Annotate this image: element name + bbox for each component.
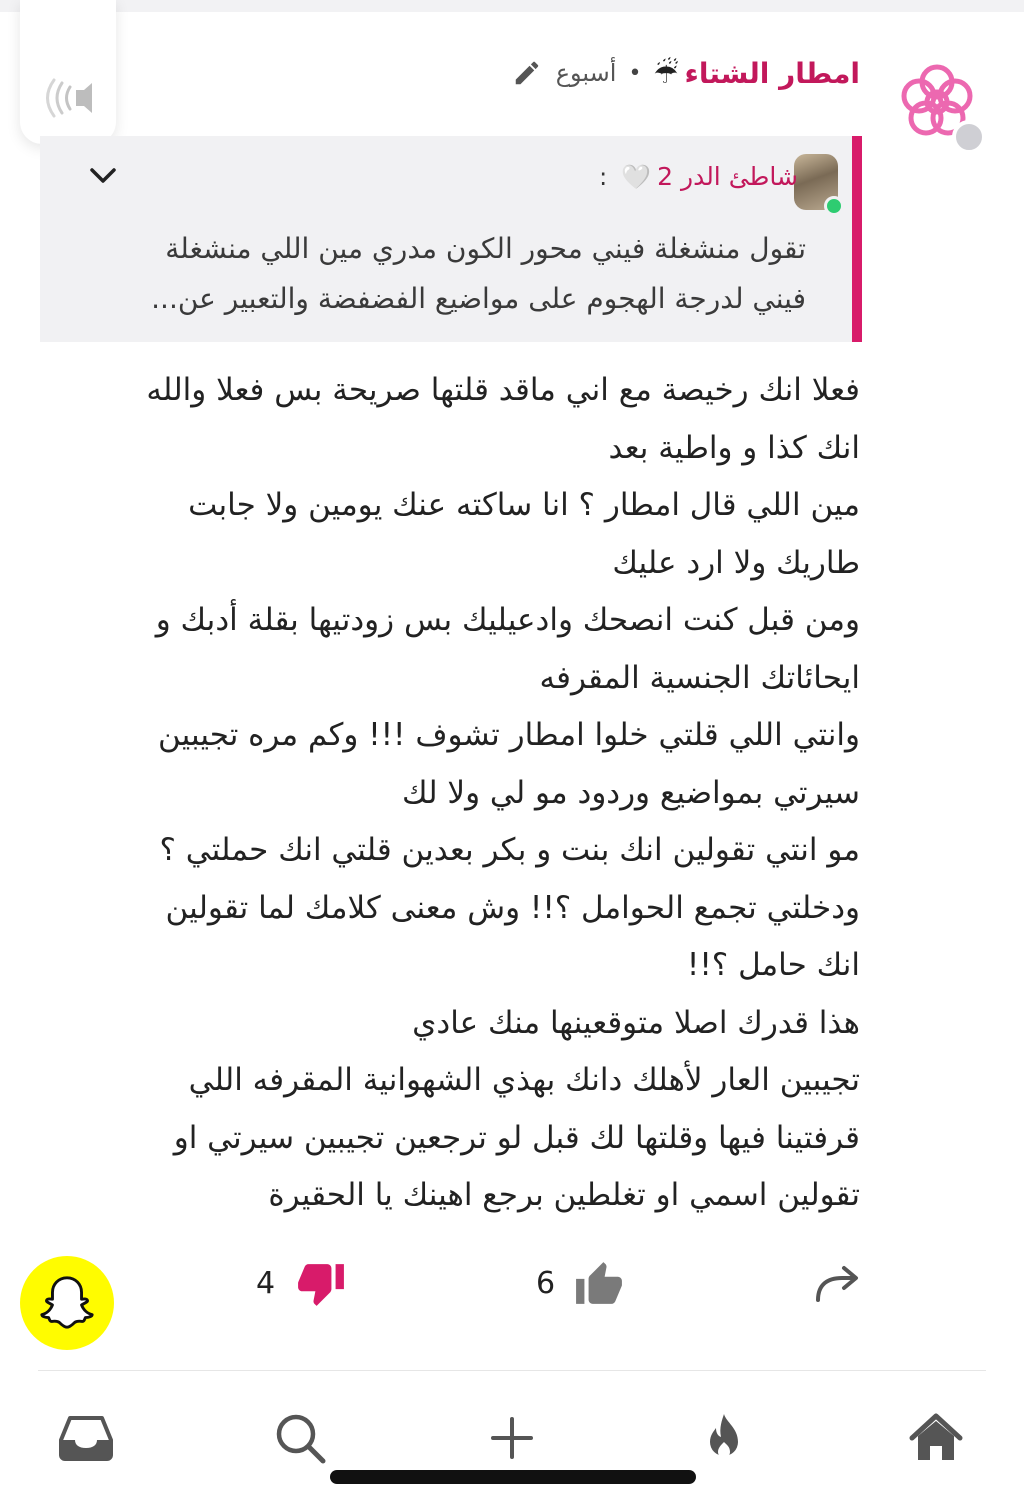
snapchat-share-button[interactable] (20, 1256, 114, 1350)
like-count: 6 (536, 1266, 556, 1301)
body-line: ودخلتي تجمع الحوامل ؟!! وش معنى كلامك لما تقولين (165, 889, 860, 926)
body-line: ومن قبل كنت انصحك وادعيليك بس زودتيها بقلة أدبك و (155, 602, 860, 638)
online-status-dot (824, 196, 844, 216)
body-line: ايحائاتك الجنسية المقرفه (539, 659, 860, 696)
quote-author-name[interactable]: شاطئ الدر 2 (657, 162, 798, 191)
share-icon[interactable] (812, 1262, 862, 1310)
body-line: سيرتي بمواضيع وردود مو لي ولا لك (401, 774, 860, 811)
body-line: تقولين اسمي او تغلطين برجع اهينك يا الحقيرة (268, 1177, 860, 1213)
tab-search[interactable] (270, 1408, 330, 1468)
tab-create[interactable] (482, 1408, 542, 1468)
author-name[interactable]: امطار الشتاء (684, 56, 860, 90)
divider (38, 1370, 986, 1371)
body-line: تجيبين العار لأهلك دانك بهذي الشهوانية المقرفه اللي (188, 1062, 860, 1098)
body-line: وانتي اللي قلتي خلوا امطار تشوف !!! وكم مره تجيبين (158, 717, 860, 753)
body-line: انك كذا و واطية بعد (608, 429, 860, 466)
body-line: مو انتي تقولين انك بنت و بكر بعدين قلتي انك حملتي ؟ (159, 832, 860, 868)
tab-home[interactable] (906, 1408, 966, 1468)
chevron-down-icon[interactable] (88, 166, 118, 190)
post-header (512, 50, 860, 96)
quoted-reply[interactable] (40, 136, 862, 342)
separator-dot: • (628, 60, 642, 86)
dislike-count: 4 (256, 1266, 276, 1301)
fire-icon (700, 1412, 748, 1464)
post-body (40, 362, 860, 1225)
body-line: طاريك ولا ارد عليك (612, 544, 860, 581)
tab-inbox[interactable] (56, 1408, 116, 1468)
quote-colon: : (599, 162, 608, 191)
body-line: مين اللي قال امطار ؟ انا ساكته عنك يومين ولا جابت (188, 487, 860, 523)
home-indicator (330, 1470, 696, 1484)
thumbs-down-icon[interactable] (296, 1262, 346, 1312)
body-line: قرفتينا فيها وقلتها لك قبل لو ترجعين تجيبين سيرتي او (173, 1119, 860, 1156)
inbox-icon (58, 1414, 114, 1462)
audio-toggle-card[interactable] (20, 0, 116, 144)
search-icon (273, 1411, 327, 1465)
tab-trending[interactable] (694, 1408, 754, 1468)
plus-icon (489, 1415, 535, 1461)
body-line: هذا قدرك اصلا متوقعينها منك عادي (412, 1004, 860, 1041)
quote-line: تقول منشغلة فيني محور الكون مدري مين اللي منشغلة (165, 232, 806, 265)
home-icon (908, 1412, 964, 1464)
quote-line: فيني لدرجة الهجوم على مواضيع الفضفضة والتعبير عن... (151, 282, 806, 315)
edit-pencil-icon[interactable] (512, 58, 542, 88)
snapchat-icon (36, 1272, 98, 1334)
quote-header (599, 162, 798, 191)
post-time: أسبوع (555, 59, 617, 87)
quote-heart: 🤍 (621, 162, 652, 191)
avatar-status-dot (952, 120, 986, 154)
top-strip (0, 0, 1024, 12)
body-line: فعلا انك رخيصة مع اني ماقد قلتها صريحة بس فعلا والله (146, 372, 860, 408)
body-line: انك حامل ؟!! (686, 947, 860, 983)
thumbs-up-icon[interactable] (574, 1260, 624, 1310)
quote-text (76, 224, 806, 324)
author-emoji: ☔ (653, 56, 679, 90)
audio-speaker-icon (40, 78, 96, 118)
